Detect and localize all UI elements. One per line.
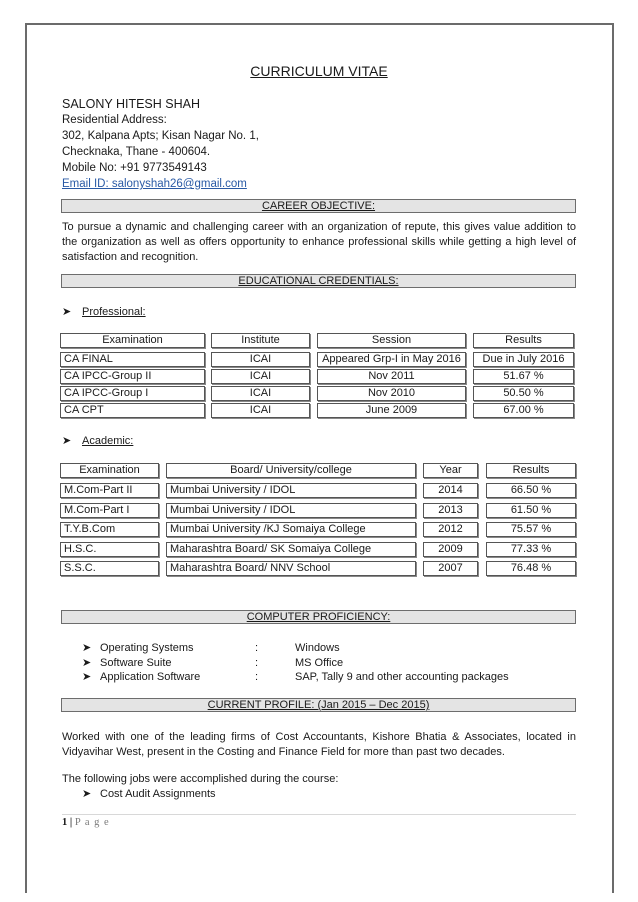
academic-cell: 61.50 % [486,503,576,518]
professional-cell: 50.50 % [473,386,574,401]
academic-cell: Mumbai University /KJ Somaiya College [166,522,416,537]
page-number: 1 [62,817,68,828]
professional-cell: CA FINAL [60,352,205,367]
professional-cell: Appeared Grp-I in May 2016 [317,352,466,367]
skill-value: MS Office [295,656,344,669]
skill-label: Software Suite [100,656,172,669]
academic-cell: 75.57 % [486,522,576,537]
skill-separator: : [255,656,259,669]
academic-cell: 2014 [423,483,478,498]
academic-cell: Maharashtra Board/ NNV School [166,561,416,576]
academic-cell: 2012 [423,522,478,537]
academic-header-cell: Examination [60,463,159,478]
academic-cell: H.S.C. [60,542,159,557]
address-line-1: 302, Kalpana Apts; Kisan Nagar No. 1, [62,130,259,142]
arrow-bullet-icon: ➤ [62,435,72,447]
professional-header-cell: Results [473,333,574,348]
professional-cell: ICAI [211,403,310,418]
academic-cell: Mumbai University / IDOL [166,503,416,518]
professional-cell: Nov 2010 [317,386,466,401]
academic-cell: M.Com-Part I [60,503,159,518]
career-objective-heading: CAREER OBJECTIVE: [61,199,576,213]
arrow-bullet-icon: ➤ [82,788,92,800]
professional-cell: Nov 2011 [317,369,466,384]
arrow-bullet-icon: ➤ [62,306,72,318]
mobile-number: Mobile No: +91 9773549143 [62,162,207,174]
academic-header-cell: Board/ University/college [166,463,416,478]
career-objective-text: To pursue a dynamic and challenging career with an organization of repute, this gives value addition to the organization as well as offers opportunity to enhance professional skills while getting a high level of satisfaction and recognition. [62,221,576,263]
academic-cell: 2009 [423,542,478,557]
document-title: CURRICULUM VITAE [250,63,388,79]
computer-skill-row [82,656,343,670]
current-profile-heading: CURRENT PROFILE: (Jan 2015 – Dec 2015) [61,698,576,712]
skill-value: SAP, Tally 9 and other accounting packages [295,671,509,683]
professional-cell: CA IPCC-Group I [60,386,205,401]
skill-separator: : [255,671,259,683]
academic-header-cell: Year [423,463,478,478]
skill-label: Application Software [100,671,201,683]
professional-cell: June 2009 [317,403,466,418]
skill-label: Operating Systems [100,642,194,654]
academic-cell: M.Com-Part II [60,483,159,498]
academic-section-label: ➤ Academic: [62,435,134,447]
academic-cell: 2013 [423,503,478,518]
address-line-2: Checknaka, Thane - 400604. [62,146,211,158]
page-footer: 1 | P a g e [62,817,110,828]
skill-separator: : [255,642,259,654]
jobs-intro: The following jobs were accomplished during the course: [62,773,339,785]
academic-cell: 77.33 % [486,542,576,557]
academic-cell: Maharashtra Board/ SK Somaiya College [166,542,416,557]
arrow-bullet-icon: ➤ [82,642,92,654]
academic-cell: T.Y.B.Com [60,522,159,537]
skill-value: Windows [295,642,340,654]
arrow-bullet-icon: ➤ [82,656,92,669]
professional-header-cell: Institute [211,333,310,348]
professional-cell: 51.67 % [473,369,574,384]
professional-cell: ICAI [211,369,310,384]
professional-section-label: ➤ Professional: [62,306,146,318]
professional-cell: 67.00 % [473,403,574,418]
professional-cell: Due in July 2016 [473,352,574,367]
footer-divider [62,814,576,815]
educational-credentials-heading: EDUCATIONAL CREDENTIALS: [61,274,576,288]
professional-cell: ICAI [211,352,310,367]
academic-cell: Mumbai University / IDOL [166,483,416,498]
email-link[interactable]: Email ID: salonyshah26@gmail.com [62,178,247,190]
candidate-name: SALONY HITESH SHAH [62,97,201,111]
address-label: Residential Address: [62,114,167,126]
academic-cell: 76.48 % [486,561,576,576]
job-item: ➤ Cost Audit Assignments [82,788,216,800]
academic-cell: 66.50 % [486,483,576,498]
academic-cell: S.S.C. [60,561,159,576]
computer-proficiency-heading: COMPUTER PROFICIENCY: [61,610,576,624]
professional-cell: CA CPT [60,403,205,418]
professional-header-cell: Examination [60,333,205,348]
professional-cell: CA IPCC-Group II [60,369,205,384]
professional-cell: ICAI [211,386,310,401]
professional-header-cell: Session [317,333,466,348]
page-label: P a g e [74,817,110,828]
current-profile-text: Worked with one of the leading firms of Cost Accountants, Kishore Bhatia & Associates, located in Vidyavihar West, present in the Costing and Finance Field for more than past two decades. [62,731,576,758]
academic-cell: 2007 [423,561,478,576]
arrow-bullet-icon: ➤ [82,671,92,683]
computer-skill-row [82,641,340,655]
academic-header-cell: Results [486,463,576,478]
computer-skill-row [82,670,509,684]
